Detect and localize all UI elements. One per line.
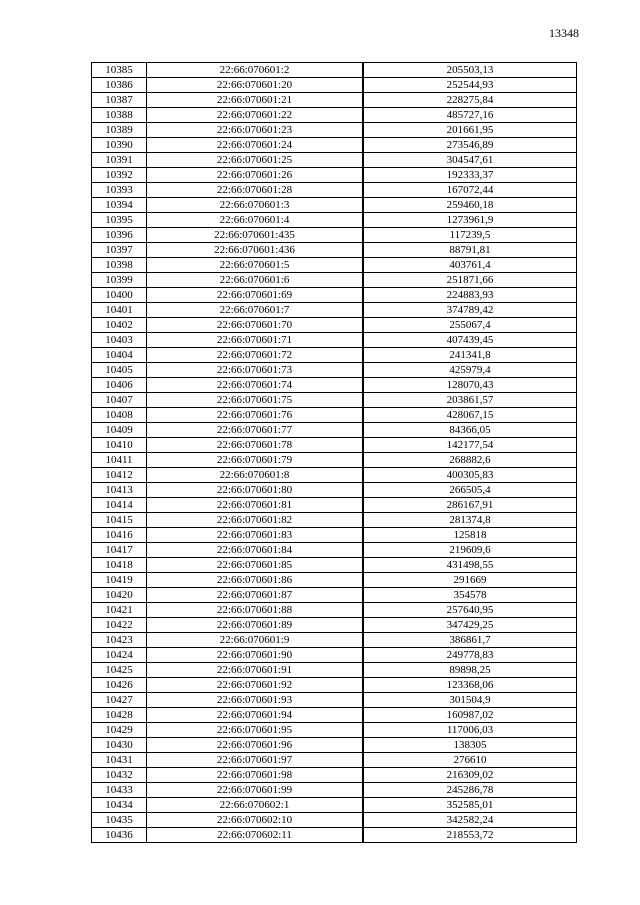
cadastral-value-cell: 352585,01 <box>363 798 577 813</box>
cadastral-number-cell: 22:66:070601:6 <box>147 273 364 288</box>
row-number-cell: 10426 <box>92 678 147 693</box>
table-row <box>92 528 577 543</box>
row-number-cell: 10436 <box>92 828 147 843</box>
cadastral-value-cell: 425979,4 <box>363 363 577 378</box>
row-number-cell: 10412 <box>92 468 147 483</box>
cadastral-value-cell: 117006,03 <box>363 723 577 738</box>
cadastral-value-cell: 252544,93 <box>363 78 577 93</box>
table-row <box>92 573 577 588</box>
cadastral-number-cell: 22:66:070601:436 <box>147 243 364 258</box>
table-row <box>92 288 577 303</box>
cadastral-value-cell: 286167,91 <box>363 498 577 513</box>
cadastral-value-cell: 216309,02 <box>363 768 577 783</box>
cadastral-number-cell: 22:66:070602:1 <box>147 798 364 813</box>
row-number-cell: 10432 <box>92 768 147 783</box>
cadastral-value-cell: 354578 <box>363 588 577 603</box>
table-row <box>92 93 577 108</box>
row-number-cell: 10434 <box>92 798 147 813</box>
cadastral-number-cell: 22:66:070601:7 <box>147 303 364 318</box>
cadastral-value-cell: 257640,95 <box>363 603 577 618</box>
cadastral-value-cell: 142177,54 <box>363 438 577 453</box>
cadastral-value-cell: 167072,44 <box>363 183 577 198</box>
cadastral-value-cell: 228275,84 <box>363 93 577 108</box>
table-row <box>92 678 577 693</box>
cadastral-value-cell: 205503,13 <box>363 63 577 78</box>
cadastral-number-cell: 22:66:070601:95 <box>147 723 364 738</box>
table-row <box>92 243 577 258</box>
table-row <box>92 303 577 318</box>
table-row <box>92 378 577 393</box>
cadastral-value-cell: 428067,15 <box>363 408 577 423</box>
cadastral-number-cell: 22:66:070601:99 <box>147 783 364 798</box>
cadastral-value-cell: 125818 <box>363 528 577 543</box>
row-number-cell: 10419 <box>92 573 147 588</box>
cadastral-value-cell: 251871,66 <box>363 273 577 288</box>
cadastral-number-cell: 22:66:070601:435 <box>147 228 364 243</box>
row-number-cell: 10416 <box>92 528 147 543</box>
cadastral-value-cell: 266505,4 <box>363 483 577 498</box>
table-row <box>92 558 577 573</box>
table-row <box>92 168 577 183</box>
row-number-cell: 10390 <box>92 138 147 153</box>
cadastral-value-cell: 255067,4 <box>363 318 577 333</box>
row-number-cell: 10433 <box>92 783 147 798</box>
table-row <box>92 798 577 813</box>
table-row <box>92 723 577 738</box>
cadastral-number-cell: 22:66:070601:93 <box>147 693 364 708</box>
cadastral-value-cell: 281374,8 <box>363 513 577 528</box>
row-number-cell: 10421 <box>92 603 147 618</box>
cadastral-number-cell: 22:66:070601:22 <box>147 108 364 123</box>
row-number-cell: 10394 <box>92 198 147 213</box>
cadastral-value-cell: 403761,4 <box>363 258 577 273</box>
row-number-cell: 10431 <box>92 753 147 768</box>
row-number-cell: 10429 <box>92 723 147 738</box>
cadastral-number-cell: 22:66:070601:94 <box>147 708 364 723</box>
cadastral-value-cell: 203861,57 <box>363 393 577 408</box>
table-row <box>92 498 577 513</box>
cadastral-value-cell: 259460,18 <box>363 198 577 213</box>
cadastral-number-cell: 22:66:070601:9 <box>147 633 364 648</box>
table-row <box>92 828 577 843</box>
cadastral-value-cell: 1273961,9 <box>363 213 577 228</box>
cadastral-number-cell: 22:66:070601:28 <box>147 183 364 198</box>
cadastral-value-cell: 342582,24 <box>363 813 577 828</box>
row-number-cell: 10405 <box>92 363 147 378</box>
row-number-cell: 10417 <box>92 543 147 558</box>
row-number-cell: 10428 <box>92 708 147 723</box>
table-row <box>92 438 577 453</box>
table-row <box>92 783 577 798</box>
row-number-cell: 10388 <box>92 108 147 123</box>
table-row <box>92 513 577 528</box>
cadastral-value-cell: 273546,89 <box>363 138 577 153</box>
cadastral-value-cell: 201661,95 <box>363 123 577 138</box>
table-row <box>92 318 577 333</box>
row-number-cell: 10410 <box>92 438 147 453</box>
cadastral-number-cell: 22:66:070601:77 <box>147 423 364 438</box>
table-row <box>92 648 577 663</box>
cadastral-value-cell: 117239,5 <box>363 228 577 243</box>
table-row <box>92 483 577 498</box>
table-row <box>92 468 577 483</box>
row-number-cell: 10396 <box>92 228 147 243</box>
table-row <box>92 693 577 708</box>
row-number-cell: 10397 <box>92 243 147 258</box>
row-number-cell: 10435 <box>92 813 147 828</box>
cadastral-number-cell: 22:66:070601:23 <box>147 123 364 138</box>
cadastral-number-cell: 22:66:070601:74 <box>147 378 364 393</box>
cadastral-number-cell: 22:66:070601:82 <box>147 513 364 528</box>
cadastral-value-cell: 192333,37 <box>363 168 577 183</box>
table-row <box>92 393 577 408</box>
cadastral-number-cell: 22:66:070601:8 <box>147 468 364 483</box>
row-number-cell: 10408 <box>92 408 147 423</box>
table-row <box>92 408 577 423</box>
cadastral-number-cell: 22:66:070601:88 <box>147 603 364 618</box>
row-number-cell: 10386 <box>92 78 147 93</box>
row-number-cell: 10420 <box>92 588 147 603</box>
row-number-cell: 10409 <box>92 423 147 438</box>
cadastral-number-cell: 22:66:070601:69 <box>147 288 364 303</box>
row-number-cell: 10406 <box>92 378 147 393</box>
row-number-cell: 10430 <box>92 738 147 753</box>
row-number-cell: 10424 <box>92 648 147 663</box>
cadastral-value-cell: 347429,25 <box>363 618 577 633</box>
cadastral-value-cell: 218553,72 <box>363 828 577 843</box>
table-row <box>92 78 577 93</box>
table-row <box>92 663 577 678</box>
cadastral-value-cell: 128070,43 <box>363 378 577 393</box>
cadastral-value-cell: 304547,61 <box>363 153 577 168</box>
cadastral-value-cell: 249778,83 <box>363 648 577 663</box>
table-row <box>92 108 577 123</box>
cadastral-number-cell: 22:66:070601:97 <box>147 753 364 768</box>
cadastral-number-cell: 22:66:070601:80 <box>147 483 364 498</box>
cadastral-number-cell: 22:66:070602:10 <box>147 813 364 828</box>
cadastral-number-cell: 22:66:070601:96 <box>147 738 364 753</box>
row-number-cell: 10399 <box>92 273 147 288</box>
cadastral-value-cell: 301504,9 <box>363 693 577 708</box>
cadastral-number-cell: 22:66:070601:89 <box>147 618 364 633</box>
cadastral-number-cell: 22:66:070601:78 <box>147 438 364 453</box>
cadastral-value-cell: 138305 <box>363 738 577 753</box>
table-row <box>92 753 577 768</box>
cadastral-number-cell: 22:66:070602:11 <box>147 828 364 843</box>
row-number-cell: 10422 <box>92 618 147 633</box>
table-row <box>92 618 577 633</box>
cadastral-number-cell: 22:66:070601:26 <box>147 168 364 183</box>
row-number-cell: 10427 <box>92 693 147 708</box>
table-row <box>92 123 577 138</box>
row-number-cell: 10425 <box>92 663 147 678</box>
cadastral-number-cell: 22:66:070601:84 <box>147 543 364 558</box>
cadastral-number-cell: 22:66:070601:79 <box>147 453 364 468</box>
table-row <box>92 633 577 648</box>
table-row <box>92 738 577 753</box>
cadastral-value-cell: 241341,8 <box>363 348 577 363</box>
cadastral-number-cell: 22:66:070601:76 <box>147 408 364 423</box>
row-number-cell: 10398 <box>92 258 147 273</box>
cadastral-value-cell: 407439,45 <box>363 333 577 348</box>
table-row <box>92 273 577 288</box>
cadastral-value-cell: 245286,78 <box>363 783 577 798</box>
row-number-cell: 10411 <box>92 453 147 468</box>
table-row <box>92 813 577 828</box>
page-number: 13348 <box>549 26 579 40</box>
cadastral-value-cell: 374789,42 <box>363 303 577 318</box>
cadastral-value-cell: 386861,7 <box>363 633 577 648</box>
cadastral-number-cell: 22:66:070601:92 <box>147 678 364 693</box>
table-row <box>92 153 577 168</box>
table-row <box>92 768 577 783</box>
cadastral-number-cell: 22:66:070601:72 <box>147 348 364 363</box>
table-row <box>92 258 577 273</box>
table-row <box>92 213 577 228</box>
cadastral-number-cell: 22:66:070601:3 <box>147 198 364 213</box>
table-row <box>92 228 577 243</box>
row-number-cell: 10413 <box>92 483 147 498</box>
cadastral-value-cell: 268882,6 <box>363 453 577 468</box>
cadastral-number-cell: 22:66:070601:21 <box>147 93 364 108</box>
cadastral-number-cell: 22:66:070601:81 <box>147 498 364 513</box>
cadastral-number-cell: 22:66:070601:2 <box>147 63 364 78</box>
row-number-cell: 10415 <box>92 513 147 528</box>
cadastral-number-cell: 22:66:070601:73 <box>147 363 364 378</box>
row-number-cell: 10418 <box>92 558 147 573</box>
table-body <box>92 63 577 843</box>
row-number-cell: 10385 <box>92 63 147 78</box>
row-number-cell: 10401 <box>92 303 147 318</box>
cadastral-number-cell: 22:66:070601:5 <box>147 258 364 273</box>
row-number-cell: 10404 <box>92 348 147 363</box>
cadastral-number-cell: 22:66:070601:71 <box>147 333 364 348</box>
cadastral-number-cell: 22:66:070601:4 <box>147 213 364 228</box>
row-number-cell: 10403 <box>92 333 147 348</box>
row-number-cell: 10393 <box>92 183 147 198</box>
table-row <box>92 543 577 558</box>
cadastral-number-cell: 22:66:070601:25 <box>147 153 364 168</box>
cadastral-number-cell: 22:66:070601:86 <box>147 573 364 588</box>
table-row <box>92 603 577 618</box>
table-row <box>92 363 577 378</box>
cadastral-number-cell: 22:66:070601:91 <box>147 663 364 678</box>
row-number-cell: 10389 <box>92 123 147 138</box>
row-number-cell: 10402 <box>92 318 147 333</box>
row-number-cell: 10391 <box>92 153 147 168</box>
cadastral-value-cell: 485727,16 <box>363 108 577 123</box>
cadastral-value-cell: 88791,81 <box>363 243 577 258</box>
table-row <box>92 333 577 348</box>
cadastral-value-cell: 160987,02 <box>363 708 577 723</box>
cadastral-value-cell: 276610 <box>363 753 577 768</box>
cadastral-value-cell: 89898,25 <box>363 663 577 678</box>
cadastral-number-cell: 22:66:070601:70 <box>147 318 364 333</box>
table-row <box>92 183 577 198</box>
cadastral-number-cell: 22:66:070601:24 <box>147 138 364 153</box>
cadastral-value-cell: 123368,06 <box>363 678 577 693</box>
cadastral-value-cell: 84366,05 <box>363 423 577 438</box>
cadastral-number-cell: 22:66:070601:98 <box>147 768 364 783</box>
table-row <box>92 348 577 363</box>
row-number-cell: 10400 <box>92 288 147 303</box>
row-number-cell: 10414 <box>92 498 147 513</box>
cadastral-value-cell: 431498,55 <box>363 558 577 573</box>
cadastral-value-cell: 224883,93 <box>363 288 577 303</box>
row-number-cell: 10407 <box>92 393 147 408</box>
row-number-cell: 10392 <box>92 168 147 183</box>
table-row <box>92 423 577 438</box>
row-number-cell: 10387 <box>92 93 147 108</box>
table-row <box>92 453 577 468</box>
cadastral-value-cell: 400305,83 <box>363 468 577 483</box>
cadastral-value-cell: 291669 <box>363 573 577 588</box>
table-row <box>92 138 577 153</box>
table-row <box>92 63 577 78</box>
cadastral-number-cell: 22:66:070601:75 <box>147 393 364 408</box>
table-row <box>92 588 577 603</box>
cadastral-number-cell: 22:66:070601:83 <box>147 528 364 543</box>
table-row <box>92 198 577 213</box>
row-number-cell: 10395 <box>92 213 147 228</box>
table-row <box>92 708 577 723</box>
cadastral-value-table <box>91 62 577 843</box>
cadastral-number-cell: 22:66:070601:85 <box>147 558 364 573</box>
cadastral-value-cell: 219609,6 <box>363 543 577 558</box>
row-number-cell: 10423 <box>92 633 147 648</box>
cadastral-number-cell: 22:66:070601:87 <box>147 588 364 603</box>
cadastral-number-cell: 22:66:070601:20 <box>147 78 364 93</box>
cadastral-number-cell: 22:66:070601:90 <box>147 648 364 663</box>
